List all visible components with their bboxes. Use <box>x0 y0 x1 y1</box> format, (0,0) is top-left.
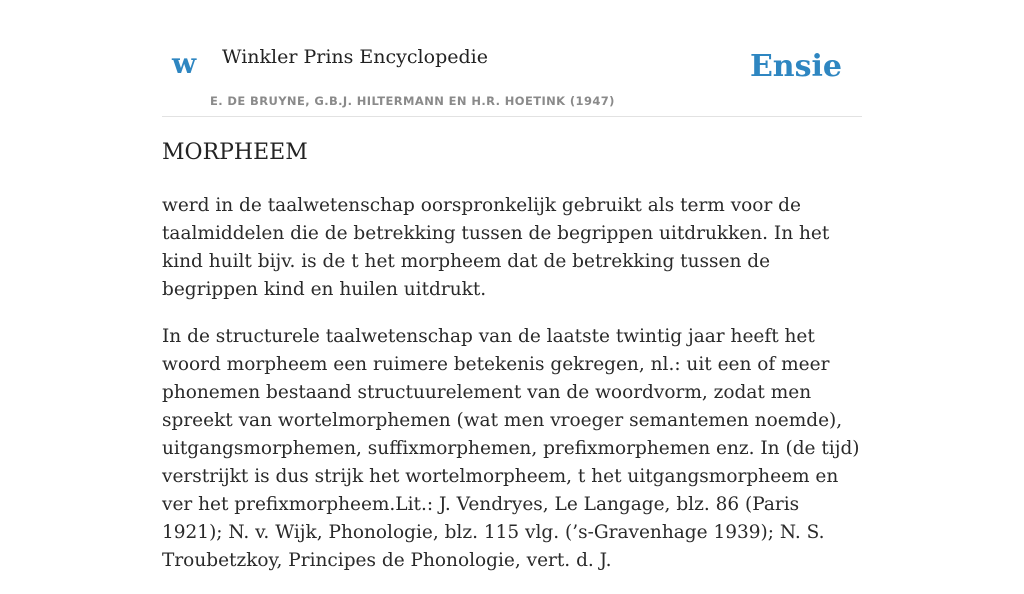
article-paragraph: In de structurele taalwetenschap van de laatste twintig jaar heeft het woord morpheem een ruimere betekenis gekregen, nl.: uit een of meer phonemen bestaand structuurelement van de woordvorm, zodat men spreekt van wortelmorphemen (wat men vroeger semantemen noemde), uitgangsmorphemen, suffixmorphemen, prefixmorphemen enz. In (de tijd) verstrijkt is dus strijk het wortelmorpheem, t het uitgangsmorpheem en ver het prefixmorpheem.Lit.: J. Vendryes, Le Langage, blz. 86 (Paris 1921); N. v. Wijk, Phonologie, blz. 115 vlg. (’s-Gravenhage 1939); N. S. Troubetzkoy, Principes de Phonologie, vert. d. J. <box>162 326 860 571</box>
brand-logo[interactable]: Ensie <box>749 49 842 84</box>
site-logo[interactable]: w <box>172 47 197 80</box>
article-body <box>162 192 862 594</box>
article-title: MORPHEEM <box>162 140 308 165</box>
authors-line: E. DE BRUYNE, G.B.J. HILTERMANN EN H.R. HOETINK (1947) <box>210 94 615 108</box>
article-paragraph: werd in de taalwetenschap oorspronkelijk gebruikt als term voor de taalmiddelen die de betrekking tussen de begrippen uitdrukken. In het kind huilt bijv. is de t het morpheem dat de betrekking tussen de begrippen kind en huilen uitdrukt. <box>162 195 830 300</box>
site-title[interactable]: Winkler Prins Encyclopedie <box>222 46 488 68</box>
site-header <box>162 0 862 117</box>
